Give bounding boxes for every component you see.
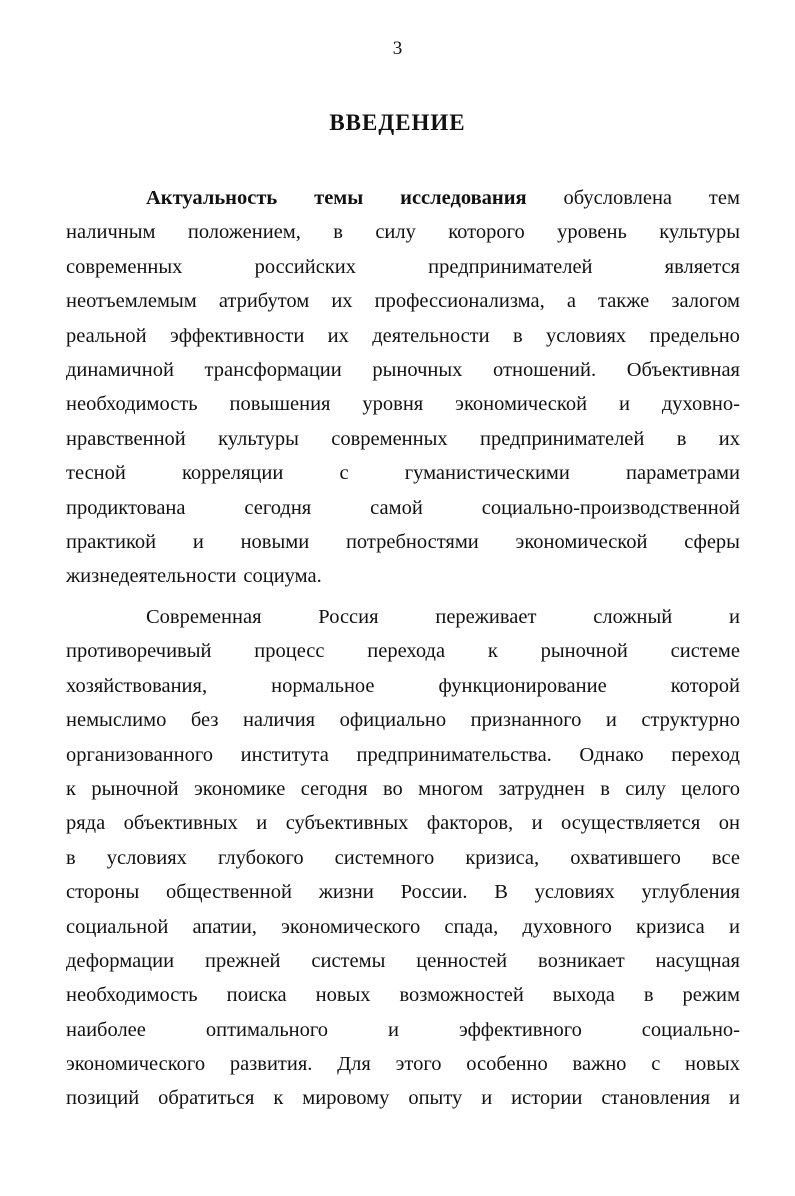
- word: наличия: [242, 709, 316, 732]
- word: истории: [511, 1087, 583, 1110]
- text-line: [66, 353, 740, 387]
- text-line: [66, 491, 740, 525]
- word: многом: [418, 777, 484, 800]
- word: системы: [311, 949, 386, 972]
- word: предпринимателей: [428, 255, 593, 278]
- word: развития.: [229, 1053, 313, 1076]
- word: которой: [670, 674, 740, 697]
- paragraph-1: [66, 181, 740, 594]
- text-line: [66, 806, 740, 840]
- word: структурно: [641, 709, 740, 732]
- word: углубления: [641, 881, 740, 904]
- word: и: [388, 1018, 399, 1041]
- text-line: [66, 875, 740, 909]
- word: экономического: [281, 915, 421, 938]
- word: он: [718, 812, 740, 835]
- word: Объективная: [626, 358, 740, 381]
- word: условиях: [546, 324, 627, 347]
- word: все: [711, 846, 740, 869]
- word: Россия: [318, 606, 379, 628]
- word: поиска: [226, 984, 287, 1007]
- word: жизни: [318, 881, 374, 904]
- word: положением,: [187, 221, 301, 244]
- word: в: [66, 846, 76, 869]
- word: функционирование: [438, 674, 607, 697]
- word: является: [664, 255, 740, 278]
- word: глубокого: [218, 846, 304, 869]
- word: наиболее: [66, 1018, 146, 1041]
- text-line: [66, 215, 740, 249]
- word: также: [598, 290, 650, 313]
- word: выхода: [552, 984, 615, 1007]
- word: гуманистическими: [404, 462, 570, 485]
- word: затруднен: [498, 777, 585, 800]
- word: исследования: [400, 187, 527, 209]
- word: сферы: [684, 530, 740, 553]
- word: России.: [400, 881, 468, 904]
- word: условиях: [106, 846, 187, 869]
- word: их: [331, 290, 353, 313]
- word: без: [190, 709, 219, 732]
- word: сегодня: [300, 777, 368, 800]
- word: организованного: [66, 743, 214, 766]
- word: официально: [339, 709, 447, 732]
- word: системе: [670, 640, 740, 663]
- text-line: [66, 669, 740, 703]
- word: экономической: [515, 530, 648, 553]
- text-line: [66, 422, 740, 456]
- word: корреляции: [181, 462, 284, 485]
- word: прежней: [204, 949, 281, 972]
- word: социальной: [66, 915, 169, 938]
- text-line: [66, 600, 740, 634]
- word: отношений.: [493, 358, 597, 381]
- word: кризиса: [636, 915, 705, 938]
- word: становления: [601, 1087, 711, 1110]
- word: во: [382, 777, 403, 800]
- text-line: [66, 1013, 740, 1047]
- word: Современная: [146, 606, 262, 628]
- word: особенно: [466, 1053, 548, 1076]
- word: факторов,: [426, 812, 514, 835]
- word: важно: [572, 1053, 627, 1076]
- word: хозяйствования,: [66, 674, 208, 697]
- word: ценностей: [416, 949, 508, 972]
- word: которого: [448, 221, 525, 244]
- word: новых: [315, 984, 371, 1007]
- word: их: [327, 324, 349, 347]
- word: охватившего: [570, 846, 681, 869]
- word: неотъемлемым: [66, 290, 197, 313]
- word: современных: [66, 255, 183, 278]
- word: продиктована: [66, 496, 186, 519]
- word: российских: [254, 255, 356, 278]
- word: духовно-: [661, 393, 740, 416]
- word: необходимость: [66, 393, 198, 416]
- word: немыслимо: [66, 709, 167, 732]
- word: в: [643, 984, 654, 1007]
- word: Однако: [579, 743, 644, 766]
- word: духовного: [522, 915, 612, 938]
- paragraph-2: [66, 600, 740, 1116]
- word: предпринимателей: [480, 427, 645, 450]
- word: экономической: [455, 393, 588, 416]
- word: переживает: [435, 606, 537, 628]
- word: нравственной: [66, 427, 186, 450]
- word: динамичной: [66, 358, 174, 381]
- word: с: [651, 1053, 661, 1076]
- word: тесной: [66, 462, 126, 485]
- word: позиций: [66, 1087, 140, 1110]
- word: апатии,: [192, 915, 257, 938]
- word: темы: [314, 187, 364, 209]
- word: уровня: [362, 393, 424, 416]
- word: обратиться: [158, 1087, 255, 1110]
- word: и: [192, 530, 204, 553]
- text-line: [66, 738, 740, 772]
- word: и: [531, 812, 543, 835]
- word: насущная: [655, 949, 740, 972]
- word: сегодня: [244, 496, 312, 519]
- word: потребностями: [345, 530, 479, 553]
- word: атрибутом: [218, 290, 310, 313]
- word: и: [728, 915, 740, 938]
- word: социально-: [641, 1018, 740, 1041]
- word: режим: [682, 984, 740, 1007]
- word: рыночных: [372, 358, 463, 381]
- word: признанного: [470, 709, 582, 732]
- word: необходимость: [66, 984, 198, 1007]
- word: осуществляется: [561, 812, 701, 835]
- word: Актуальность: [146, 187, 278, 209]
- word: предельно: [649, 324, 740, 347]
- word: целого: [681, 777, 740, 800]
- word: деформации: [66, 949, 175, 972]
- word: уровень: [557, 221, 627, 244]
- word: переход: [671, 743, 740, 766]
- word: с: [339, 462, 349, 485]
- word: предпринимательства.: [356, 743, 552, 766]
- word: эффективности: [170, 324, 305, 347]
- word: силу: [625, 777, 666, 800]
- word: в: [333, 221, 343, 244]
- word: системного: [334, 846, 435, 869]
- word: трансформации: [204, 358, 342, 381]
- word: нормальное: [271, 674, 375, 697]
- word: рыночной: [91, 777, 179, 800]
- text-line: [66, 250, 740, 284]
- word: и: [618, 393, 630, 416]
- word: деятельности: [372, 324, 490, 347]
- word: опыту: [408, 1087, 463, 1110]
- word: ряда: [66, 812, 106, 835]
- word: в: [600, 777, 610, 800]
- word: культуры: [218, 427, 299, 450]
- word: противоречивый: [66, 640, 212, 663]
- word: жизнедеятельности: [66, 565, 237, 588]
- word: мировому: [302, 1087, 390, 1110]
- word: залогом: [671, 290, 740, 313]
- word: культуры: [659, 221, 740, 244]
- word: новых: [685, 1053, 740, 1076]
- text-line: [66, 525, 740, 559]
- word: тем: [708, 187, 740, 209]
- text-line: [66, 910, 740, 944]
- word: и: [481, 1087, 493, 1110]
- word: института: [240, 743, 329, 766]
- page-title: ВВЕДЕНИЕ: [329, 110, 466, 135]
- text-line: [66, 1081, 740, 1115]
- word: этого: [395, 1053, 442, 1076]
- word: экономике: [194, 777, 286, 800]
- word: в: [676, 427, 687, 450]
- word: практикой: [66, 530, 157, 553]
- word: процесс: [254, 640, 325, 663]
- text-line: [66, 772, 740, 806]
- word: сложный: [593, 606, 673, 628]
- word: общественной: [166, 881, 292, 904]
- text-line: [66, 978, 740, 1012]
- text-line: [66, 284, 740, 318]
- word: Для: [337, 1053, 371, 1076]
- word: объективных: [123, 812, 238, 835]
- word: условиях: [534, 881, 615, 904]
- word: эффективного: [458, 1018, 582, 1041]
- page-number: 3: [392, 38, 403, 59]
- word: современных: [331, 427, 448, 450]
- word: стороны: [66, 881, 140, 904]
- word: к: [273, 1087, 284, 1110]
- word: социально-производственной: [481, 496, 740, 519]
- text-line: [66, 703, 740, 737]
- word: спада,: [444, 915, 499, 938]
- word: самой: [370, 496, 423, 519]
- word: оптимального: [205, 1018, 329, 1041]
- word: обусловлена: [563, 187, 673, 209]
- word: рыночной: [540, 640, 628, 663]
- word: наличным: [66, 221, 156, 244]
- text-line: [66, 634, 740, 668]
- word: реальной: [66, 324, 147, 347]
- word: их: [718, 427, 740, 450]
- text-line: [66, 559, 740, 593]
- word: возникает: [538, 949, 625, 972]
- word: экономического: [66, 1053, 206, 1076]
- word: новыми: [240, 530, 310, 553]
- word: и: [729, 1087, 740, 1110]
- word: к: [487, 640, 498, 663]
- word: перехода: [367, 640, 446, 663]
- word: силу: [375, 221, 416, 244]
- text-line: [66, 319, 740, 353]
- word: профессионализма,: [374, 290, 545, 313]
- text-line: [66, 456, 740, 490]
- text-line: [66, 387, 740, 421]
- word: возможностей: [399, 984, 524, 1007]
- word: к: [66, 777, 76, 800]
- word: субъективных: [285, 812, 409, 835]
- word: и: [729, 606, 740, 628]
- word: повышения: [229, 393, 331, 416]
- text-line: [66, 1047, 740, 1081]
- word: и: [605, 709, 617, 732]
- word: параметрами: [626, 462, 740, 485]
- word: а: [566, 290, 576, 313]
- text-line: [66, 841, 740, 875]
- word: в: [512, 324, 523, 347]
- word: социума.: [243, 565, 322, 588]
- word: кризиса,: [465, 846, 540, 869]
- word: В: [494, 881, 508, 904]
- word: и: [256, 812, 268, 835]
- text-line: [66, 181, 740, 215]
- text-line: [66, 944, 740, 978]
